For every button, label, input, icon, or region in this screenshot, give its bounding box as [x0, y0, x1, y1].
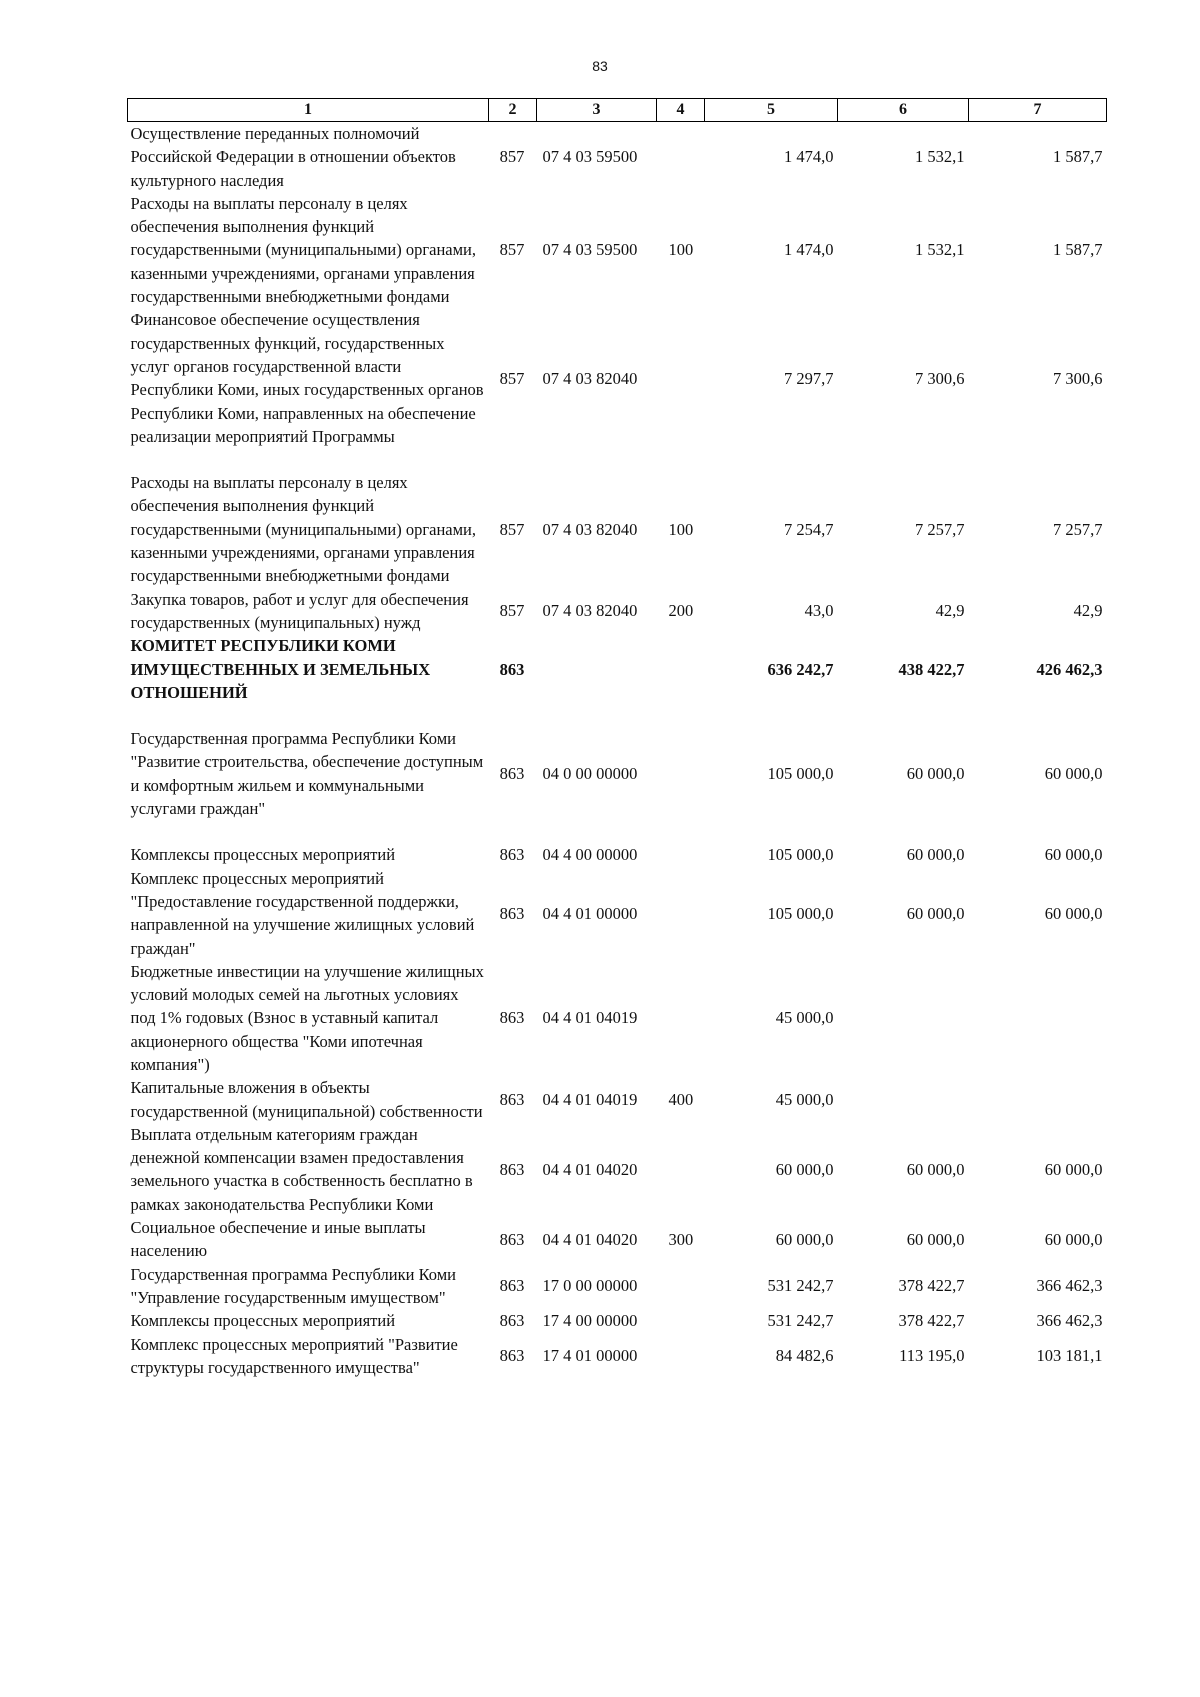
amount-col-5: 105 000,0 [767, 903, 834, 923]
item-name: Комплексы процессных мероприятий [130, 1311, 396, 1331]
expense-type-code: 200 [668, 601, 694, 621]
amount-col-5: 1 474,0 [784, 240, 834, 260]
page-number: 83 [592, 58, 608, 74]
expense-type-code [657, 960, 705, 1076]
spacer-cell [128, 704, 1107, 727]
amount-col-5: 105 000,0 [767, 845, 834, 865]
item-name: Закупка товаров, работ и услуг для обеспечения государственных (муниципальных) нужд [130, 589, 469, 632]
target-article-code: 07 4 03 82040 [542, 368, 638, 388]
target-article-code: 07 4 03 82040 [542, 601, 638, 621]
amount-col-6: 60 000,0 [906, 1159, 965, 1179]
ministry-code: 863 [499, 903, 525, 923]
amount-col-7: 60 000,0 [1044, 1229, 1103, 1249]
amount-col-5: 636 242,7 [767, 659, 834, 679]
ministry-code: 863 [499, 845, 525, 865]
amount-col-6: 42,9 [935, 601, 965, 621]
expense-type-code [657, 634, 705, 704]
row-spacer [128, 820, 1107, 843]
amount-col-7: 60 000,0 [1044, 1159, 1103, 1179]
table-row [128, 1263, 1107, 1310]
item-name: Государственная программа Республики Коми "Развитие строительства, обеспечение доступным и комфортным жильем и коммунальными услугами граждан" [130, 729, 484, 819]
amount-col-6: 7 300,6 [915, 368, 965, 388]
amount-col-6: 1 532,1 [915, 147, 965, 167]
amount-col-5: 43,0 [804, 601, 834, 621]
table-row [128, 192, 1107, 308]
header-cell: 5 [705, 99, 838, 122]
ministry-code: 863 [499, 1008, 525, 1028]
header-cell: 2 [489, 99, 537, 122]
item-name: Выплата отдельным категориям граждан денежной компенсации взамен предоставления земельного участка в собственность бесплатно в рамках законодательства Республики Коми [130, 1124, 473, 1214]
header-cell: 7 [969, 99, 1107, 122]
table-row [128, 1216, 1107, 1263]
amount-col-7: 60 000,0 [1044, 845, 1103, 865]
table-row [128, 960, 1107, 1076]
expense-type-code [657, 308, 705, 448]
ministry-code: 863 [499, 764, 525, 784]
header-cell: 3 [537, 99, 657, 122]
expense-type-code [657, 867, 705, 960]
table-row [128, 867, 1107, 960]
ministry-code: 857 [499, 601, 525, 621]
target-article-code: 07 4 03 59500 [542, 147, 638, 167]
ministry-code: 863 [499, 659, 525, 679]
target-article-code: 04 4 01 04019 [542, 1089, 638, 1109]
spacer-cell [128, 448, 1107, 471]
amount-col-7: 366 462,3 [1036, 1311, 1103, 1331]
amount-col-5: 105 000,0 [767, 764, 834, 784]
amount-col-7: 426 462,3 [1036, 659, 1103, 679]
expense-type-code: 400 [668, 1089, 694, 1109]
target-article-code: 07 4 03 59500 [542, 240, 638, 260]
amount-col-5: 45 000,0 [775, 1089, 834, 1109]
amount-col-7 [969, 1076, 1107, 1123]
table-body [128, 122, 1107, 1380]
item-name: Комплексы процессных мероприятий [130, 845, 396, 865]
amount-col-7 [969, 960, 1107, 1076]
amount-col-6: 378 422,7 [898, 1276, 965, 1296]
amount-col-6: 60 000,0 [906, 764, 965, 784]
item-name: Осуществление переданных полномочий Российской Федерации в отношении объектов культурного наследия [130, 124, 456, 190]
target-article-code: 04 4 01 04019 [542, 1008, 638, 1028]
amount-col-6: 378 422,7 [898, 1311, 965, 1331]
expense-type-code [657, 1333, 705, 1380]
table-row [128, 471, 1107, 587]
amount-col-6: 7 257,7 [915, 519, 965, 539]
expense-type-code: 100 [668, 240, 694, 260]
expense-type-code [657, 1263, 705, 1310]
amount-col-7: 7 300,6 [1053, 368, 1103, 388]
amount-col-6 [838, 1076, 969, 1123]
item-name: Финансовое обеспечение осуществления государственных функций, государственных услуг органов государственной власти Республики Коми, иных государственных органов Республики Коми, направленных на обеспечение реализации мероприятий Программы [130, 310, 484, 446]
table-row [128, 1309, 1107, 1332]
amount-col-5: 7 297,7 [784, 368, 834, 388]
amount-col-6: 1 532,1 [915, 240, 965, 260]
item-name: Бюджетные инвестиции на улучшение жилищных условий молодых семей на льготных условиях под 1% годовых (Взнос в уставный капитал акционерного общества "Коми ипотечная компания") [130, 961, 484, 1074]
target-article-code: 17 4 01 00000 [542, 1346, 638, 1366]
header-cell: 6 [838, 99, 969, 122]
expense-type-code: 300 [668, 1229, 694, 1249]
amount-col-5: 7 254,7 [784, 519, 834, 539]
item-name: Комплекс процессных мероприятий "Предоставление государственной поддержки, направленной на улучшение жилищных условий граждан" [130, 868, 475, 958]
amount-col-7: 7 257,7 [1053, 519, 1103, 539]
item-name: Расходы на выплаты персоналу в целях обеспечения выполнения функций государственными (муниципальными) органами, казенными учреждениями, органами управления государственными внебюджетными фондами [130, 193, 477, 307]
target-article-code: 04 4 01 00000 [542, 903, 638, 923]
row-spacer [128, 448, 1107, 471]
ministry-code: 863 [499, 1276, 525, 1296]
amount-col-7: 1 587,7 [1053, 147, 1103, 167]
expense-type-code [657, 1309, 705, 1332]
row-spacer [128, 704, 1107, 727]
ministry-code: 863 [499, 1229, 525, 1249]
expense-type-code [657, 843, 705, 866]
table-row [128, 727, 1107, 820]
amount-col-5: 45 000,0 [775, 1008, 834, 1028]
amount-col-5: 84 482,6 [775, 1346, 834, 1366]
table-row [128, 588, 1107, 635]
amount-col-5: 531 242,7 [767, 1276, 834, 1296]
amount-col-6: 60 000,0 [906, 1229, 965, 1249]
spacer-cell [128, 820, 1107, 843]
amount-col-5: 1 474,0 [784, 147, 834, 167]
budget-table [127, 98, 1107, 1379]
target-article-code: 04 4 01 04020 [542, 1229, 638, 1249]
table-row [128, 843, 1107, 866]
table-row [128, 1076, 1107, 1123]
item-name: КОМИТЕТ РЕСПУБЛИКИ КОМИ ИМУЩЕСТВЕННЫХ И ЗЕМЕЛЬНЫХ ОТНОШЕНИЙ [130, 636, 431, 702]
header-cell: 1 [128, 99, 489, 122]
expense-type-code: 100 [668, 519, 694, 539]
amount-col-7: 103 181,1 [1036, 1346, 1103, 1366]
item-name: Капитальные вложения в объекты государственной (муниципальной) собственности [130, 1078, 483, 1121]
ministry-code: 857 [499, 519, 525, 539]
header-cell: 4 [657, 99, 705, 122]
target-article-code: 17 4 00 00000 [542, 1311, 638, 1331]
amount-col-7: 42,9 [1073, 601, 1103, 621]
ministry-code: 863 [499, 1159, 525, 1179]
target-article-code [537, 634, 657, 704]
expense-type-code [657, 1123, 705, 1216]
ministry-code: 857 [499, 240, 525, 260]
table-row [128, 634, 1107, 704]
ministry-code: 863 [499, 1346, 525, 1366]
ministry-code: 857 [499, 368, 525, 388]
table-row [128, 308, 1107, 448]
ministry-code: 863 [499, 1311, 525, 1331]
item-name: Комплекс процессных мероприятий "Развитие структуры государственного имущества" [130, 1334, 458, 1377]
target-article-code: 17 0 00 00000 [542, 1276, 638, 1296]
amount-col-7: 60 000,0 [1044, 903, 1103, 923]
amount-col-6: 60 000,0 [906, 845, 965, 865]
expense-type-code [657, 727, 705, 820]
item-name: Расходы на выплаты персоналу в целях обеспечения выполнения функций государственными (муниципальными) органами, казенными учреждениями, органами управления государственными внебюджетными фондами [130, 473, 477, 586]
target-article-code: 07 4 03 82040 [542, 519, 638, 539]
target-article-code: 04 4 01 04020 [542, 1159, 638, 1179]
table-row [128, 122, 1107, 192]
ministry-code: 863 [499, 1089, 525, 1109]
target-article-code: 04 4 00 00000 [542, 845, 638, 865]
item-name: Государственная программа Республики Коми "Управление государственным имуществом" [130, 1264, 456, 1307]
ministry-code: 857 [499, 147, 525, 167]
amount-col-6: 113 195,0 [899, 1346, 965, 1366]
item-name: Социальное обеспечение и иные выплаты населению [130, 1218, 426, 1261]
amount-col-7: 60 000,0 [1044, 764, 1103, 784]
amount-col-7: 366 462,3 [1036, 1276, 1103, 1296]
amount-col-5: 531 242,7 [767, 1311, 834, 1331]
amount-col-7: 1 587,7 [1053, 240, 1103, 260]
table-row [128, 1123, 1107, 1216]
amount-col-5: 60 000,0 [775, 1159, 834, 1179]
amount-col-6: 438 422,7 [898, 659, 965, 679]
table-row [128, 1333, 1107, 1380]
target-article-code: 04 0 00 00000 [542, 764, 638, 784]
expense-type-code [657, 122, 705, 192]
header-row [128, 99, 1107, 122]
amount-col-6 [838, 960, 969, 1076]
amount-col-5: 60 000,0 [775, 1229, 834, 1249]
amount-col-6: 60 000,0 [906, 903, 965, 923]
